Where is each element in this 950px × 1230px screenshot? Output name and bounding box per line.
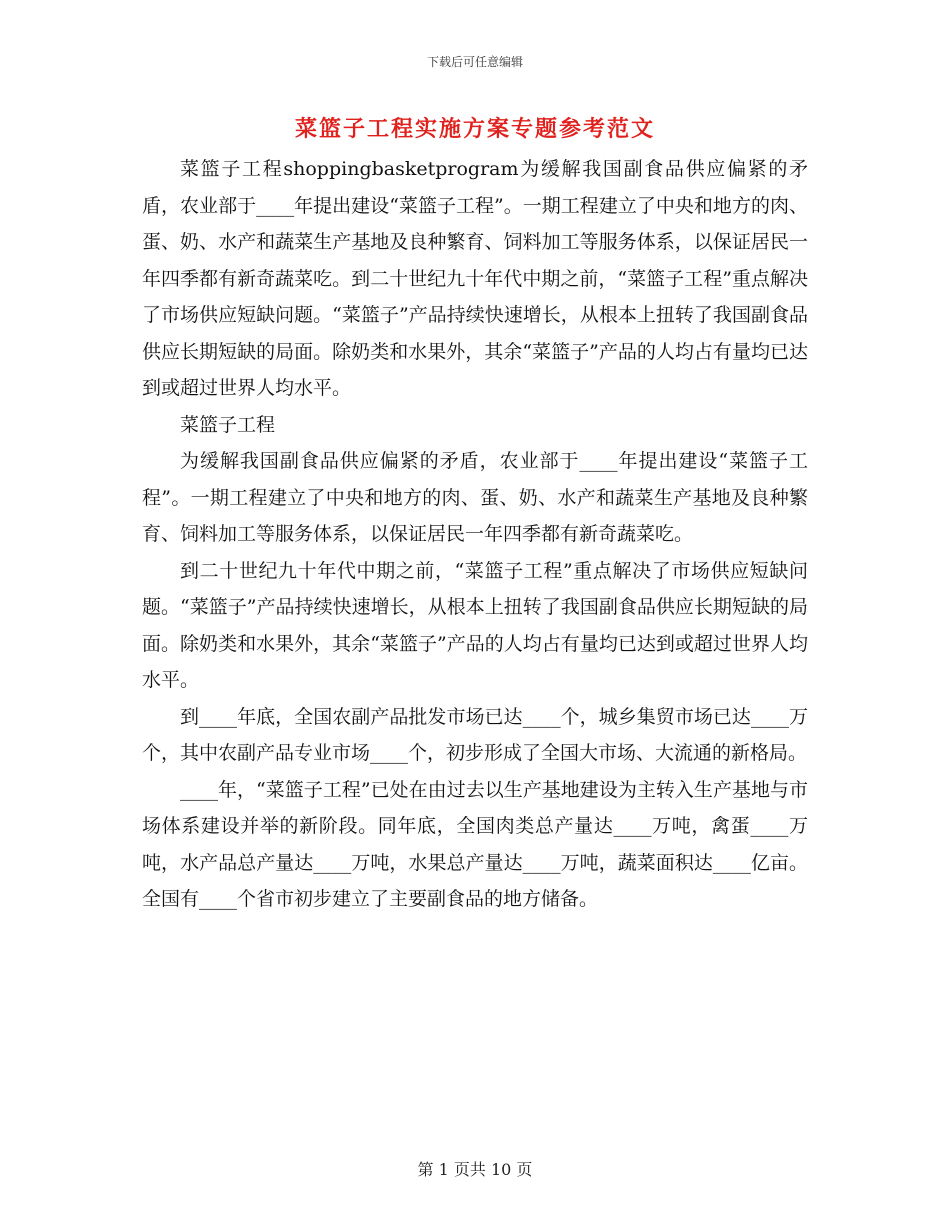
document-body xyxy=(142,151,808,918)
paragraph-5: 到____年底，全国农副产品批发市场已达____个，城乡集贸市场已达____万个，其中农副产品专业市场____个，初步形成了全国大市场、大流通的新格局。 xyxy=(142,705,808,764)
page-footer: 第 1 页共 10 页 xyxy=(417,1160,533,1179)
page-header: 下载后可任意编辑 xyxy=(426,55,523,69)
paragraph-2-heading: 菜篮子工程 xyxy=(180,413,276,436)
paragraph-4: 到二十世纪九十年代中期之前，“菜篮子工程”重点解决了市场供应短缺问题。“菜篮子”产品持续快速增长，从根本上扭转了我国副食品供应长期短缺的局面。除奶类和水果外，其余“菜篮子”产品的人均占有量均已达到或超过世界人均水平。 xyxy=(142,559,808,691)
paragraph-1: 菜篮子工程shoppingbasketprogram为缓解我国副食品供应偏紧的矛盾，农业部于____年提出建设“菜篮子工程”。一期工程建立了中央和地方的肉、蛋、奶、水产和蔬菜生产基地及良种繁育、饲料加工等服务体系，以保证居民一年四季都有新奇蔬菜吃。到二十世纪九十年代中期之前，“菜篮子工程”重点解决了市场供应短缺问题。“菜篮子”产品持续快速增长，从根本上扭转了我国副食品供应长期短缺的局面。除奶类和水果外，其余“菜篮子”产品的人均占有量均已达到或超过世界人均水平。 xyxy=(142,158,808,399)
paragraph-3: 为缓解我国副食品供应偏紧的矛盾，农业部于____年提出建设“菜篮子工程”。一期工程建立了中央和地方的肉、蛋、奶、水产和蔬菜生产基地及良种繁育、饲料加工等服务体系，以保证居民一年四季都有新奇蔬菜吃。 xyxy=(142,450,808,545)
document-title: 菜篮子工程实施方案专题参考范文 xyxy=(294,116,655,142)
paragraph-6: ____年，“菜篮子工程”已处在由过去以生产基地建设为主转入生产基地与市场体系建设并举的新阶段。同年底，全国肉类总产量达____万吨，禽蛋____万吨，水产品总产量达____万吨，水果总产量达____万吨，蔬菜面积达____亿亩。全国有____个省市初步建立了主要副食品的地方储备。 xyxy=(142,778,808,910)
